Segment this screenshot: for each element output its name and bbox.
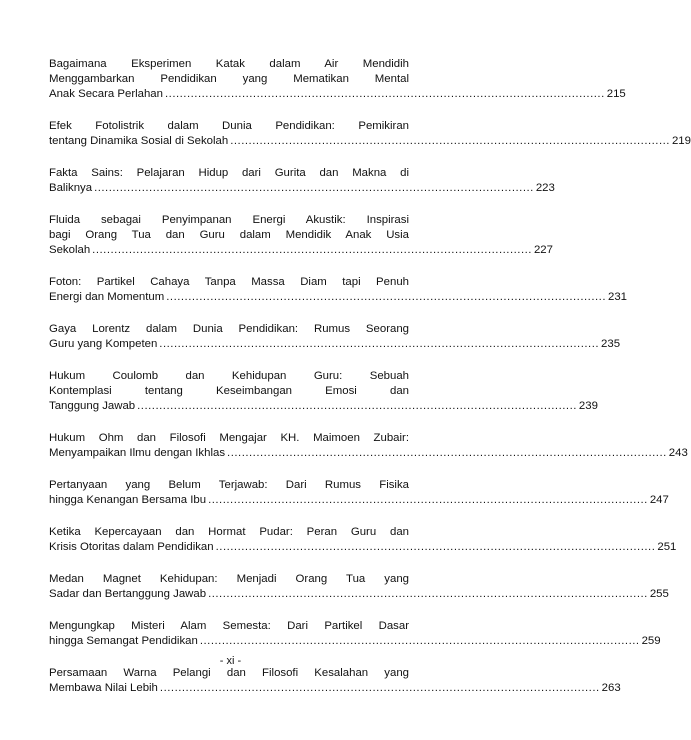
toc-page-number: 231 — [608, 291, 628, 303]
toc-entry-title-line: Kontemplasi tentang Keseimbangan Emosi dan — [49, 385, 409, 397]
dot-leader: ........................................................................................................................ — [208, 588, 648, 600]
toc-page-number: 227 — [533, 244, 553, 256]
toc-entry-last-line — [49, 134, 691, 149]
toc-entry-title-line: Ketika Kepercayaan dan Hormat Pudar: Peran Guru dan — [49, 526, 409, 538]
dot-leader: ........................................................................................................................ — [166, 291, 606, 303]
dot-leader: ........................................................................................................................ — [230, 135, 670, 147]
toc-entry-last-line — [49, 446, 688, 461]
toc-entry[interactable] — [49, 322, 621, 352]
toc-entry-last-line — [49, 681, 621, 696]
toc-entry-title-end: Baliknya — [49, 182, 93, 194]
toc-entry[interactable] — [49, 166, 555, 196]
toc-entry-title-end: Sadar dan Bertanggung Jawab — [49, 588, 207, 600]
toc-entry-title-line: Efek Fotolistrik dalam Dunia Pendidikan: Pemikiran — [49, 120, 409, 132]
toc-page-number: 263 — [601, 682, 621, 694]
toc-entry-last-line — [49, 493, 669, 508]
toc-page-number: 251 — [657, 541, 677, 553]
table-of-contents — [49, 57, 691, 713]
toc-entry-title-line: Hukum Coulomb dan Kehidupan Guru: Sebuah — [49, 370, 409, 382]
toc-entry-title-end: Energi dan Momentum — [49, 291, 165, 303]
toc-entry-title-line: Gaya Lorentz dalam Dunia Pendidikan: Rumus Seorang — [49, 323, 409, 335]
dot-leader: ........................................................................................................................ — [92, 244, 532, 256]
toc-entry-last-line — [49, 337, 621, 352]
dot-leader: ........................................................................................................................ — [164, 88, 605, 100]
toc-entry[interactable] — [49, 478, 669, 508]
toc-entry-title-end: Membawa Nilai Lebih — [49, 682, 158, 694]
toc-entry-title-end: Guru yang Kompeten — [49, 338, 158, 350]
toc-entry[interactable] — [49, 619, 661, 649]
toc-entry-title-line: Fakta Sains: Pelajaran Hidup dari Gurita dan Makna di — [49, 167, 409, 179]
toc-entry[interactable] — [49, 525, 677, 555]
toc-entry-title-end: Krisis Otoritas dalam Pendidikan — [49, 541, 214, 553]
toc-entry-last-line — [49, 243, 553, 258]
toc-entry[interactable] — [49, 572, 669, 602]
dot-leader: ........................................................................................................................ — [94, 182, 534, 194]
toc-entry-last-line — [49, 399, 598, 414]
toc-entry-title-end: tentang Dinamika Sosial di Sekolah — [49, 135, 229, 147]
toc-entry[interactable] — [49, 369, 598, 414]
toc-entry-title-line: Bagaimana Eksperimen Katak dalam Air Mendidih — [49, 58, 409, 70]
toc-page-number: 215 — [606, 88, 626, 100]
toc-page-number: 235 — [601, 338, 621, 350]
toc-entry-last-line — [49, 634, 661, 649]
toc-entry-title-line: Menggambarkan Pendidikan yang Mematikan Mental — [49, 73, 409, 85]
toc-entry[interactable] — [49, 57, 626, 102]
toc-entry-title-end: Anak Secara Perlahan — [49, 88, 163, 100]
dot-leader: ........................................................................................................................ — [199, 635, 640, 647]
toc-page-number: 255 — [649, 588, 669, 600]
toc-page-number: 247 — [649, 494, 669, 506]
toc-entry-title-line: Persamaan Warna Pelangi dan Filosofi Kesalahan yang — [49, 667, 409, 679]
dot-leader: ........................................................................................................................ — [215, 541, 656, 553]
toc-entry-title-end: hingga Kenangan Bersama Ibu — [49, 494, 207, 506]
toc-entry[interactable] — [49, 275, 628, 305]
toc-entry[interactable] — [49, 431, 688, 461]
toc-entry-last-line — [49, 290, 628, 305]
toc-page-number: 259 — [641, 635, 661, 647]
toc-entry[interactable] — [49, 666, 621, 696]
toc-entry-title-line: Pertanyaan yang Belum Terjawab: Dari Rumus Fisika — [49, 479, 409, 491]
dot-leader: ........................................................................................................................ — [227, 447, 667, 459]
toc-entry-title-end: Sekolah — [49, 244, 91, 256]
toc-entry-title-line: Mengungkap Misteri Alam Semesta: Dari Partikel Dasar — [49, 620, 409, 632]
toc-page-number: 219 — [671, 135, 691, 147]
toc-entry-title-line: Foton: Partikel Cahaya Tanpa Massa Diam tapi Penuh — [49, 276, 409, 288]
dot-leader: ........................................................................................................................ — [208, 494, 648, 506]
toc-entry-last-line — [49, 87, 626, 102]
toc-entry-title-end: Tanggung Jawab — [49, 400, 136, 412]
toc-entry-title-line: Fluida sebagai Penyimpanan Energi Akustik: Inspirasi — [49, 214, 409, 226]
toc-entry-title-line: Hukum Ohm dan Filosofi Mengajar KH. Maimoen Zubair: — [49, 432, 409, 444]
toc-page-number: 243 — [668, 447, 688, 459]
dot-leader: ........................................................................................................................ — [137, 400, 577, 412]
toc-entry-title-line: Medan Magnet Kehidupan: Menjadi Orang Tua yang — [49, 573, 409, 585]
toc-entry-title-end: hingga Semangat Pendidikan — [49, 635, 198, 647]
toc-entry-last-line — [49, 540, 677, 555]
toc-page-number: 239 — [578, 400, 598, 412]
toc-entry[interactable] — [49, 119, 691, 149]
dot-leader: ........................................................................................................................ — [159, 338, 600, 350]
toc-entry-title-line: bagi Orang Tua dan Guru dalam Mendidik Anak Usia — [49, 229, 409, 241]
dot-leader: ........................................................................................................................ — [159, 682, 600, 694]
toc-entry-title-end: Menyampaikan Ilmu dengan Ikhlas — [49, 447, 226, 459]
toc-entry[interactable] — [49, 213, 553, 258]
toc-entry-last-line — [49, 181, 555, 196]
page-footer-number: - xi - — [219, 655, 242, 667]
toc-page-number: 223 — [535, 182, 555, 194]
toc-entry-last-line — [49, 587, 669, 602]
